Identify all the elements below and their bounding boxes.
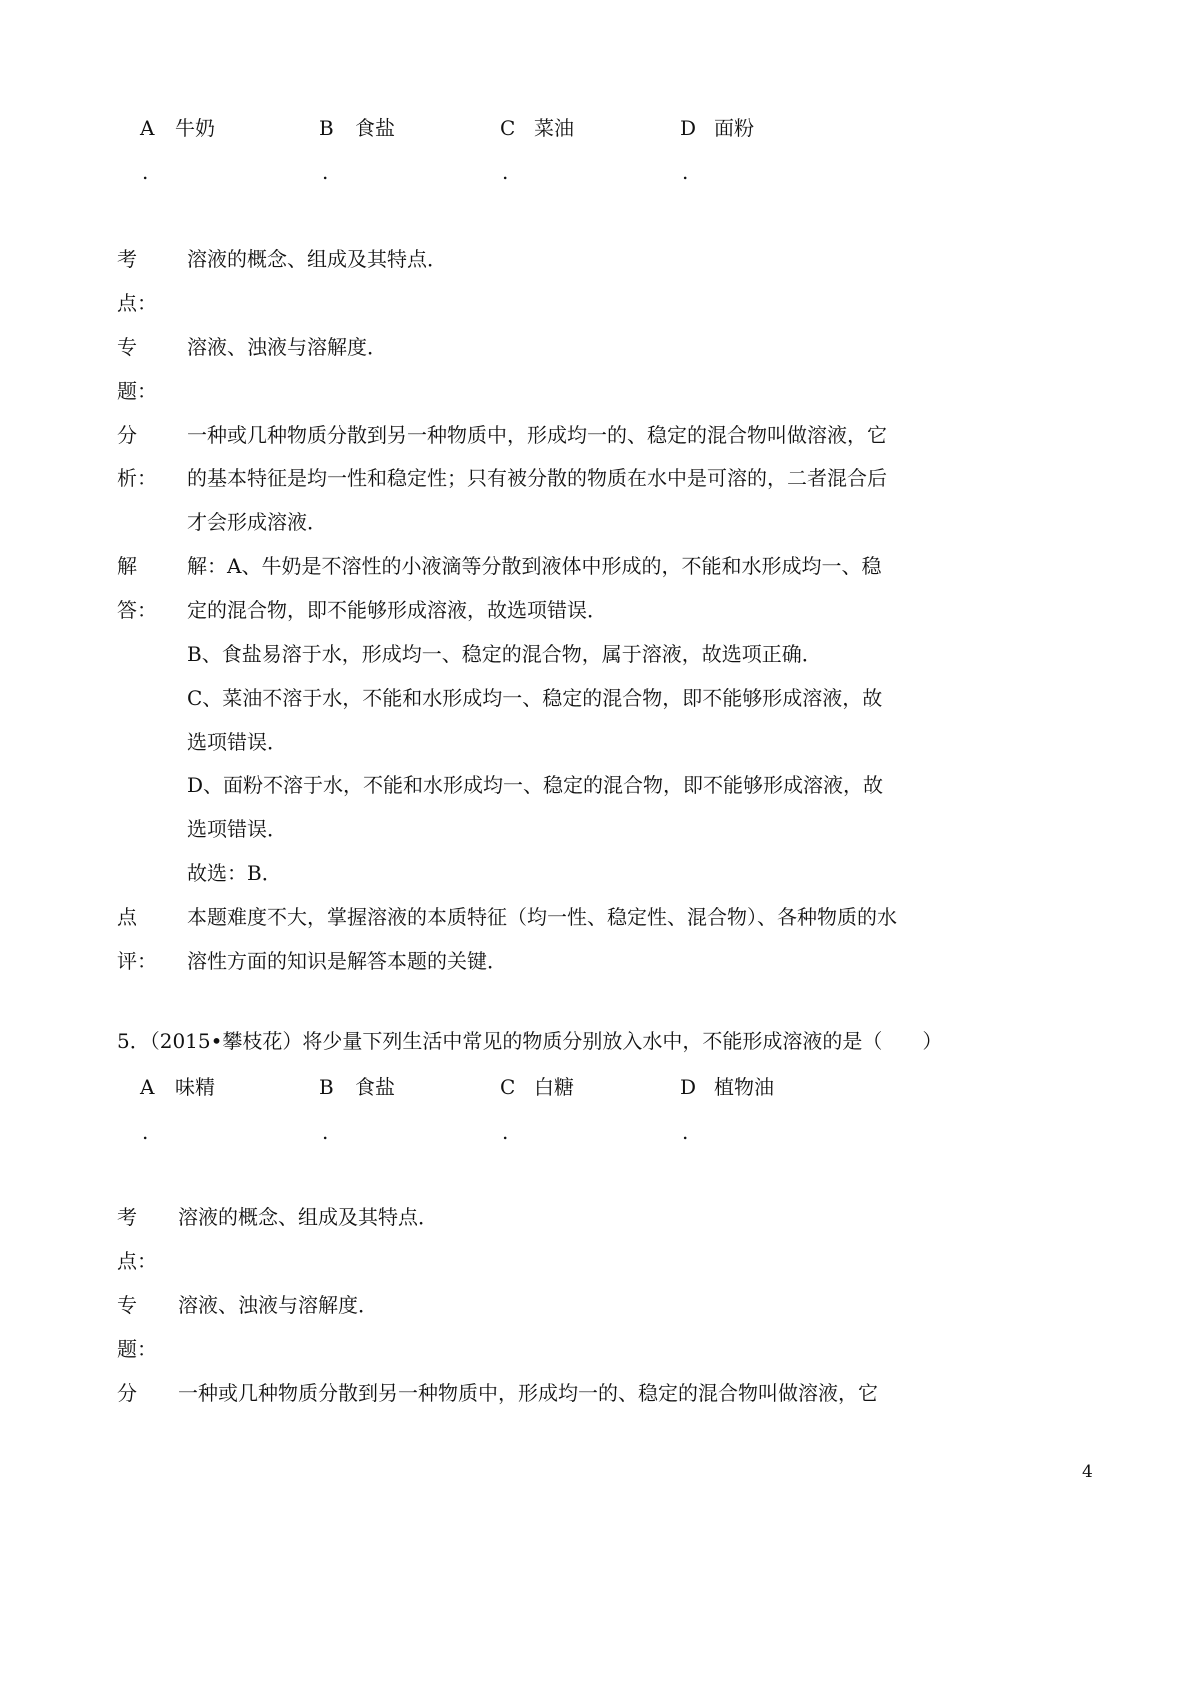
zhuanti-label-2: 题： — [117, 379, 157, 403]
option-d-dot: . — [682, 160, 689, 184]
zhuanti-text: 溶液、浊液与溶解度． — [178, 1293, 378, 1317]
option-b-letter: B — [319, 116, 334, 140]
kaodian-text: 溶液的概念、组成及其特点． — [187, 247, 447, 271]
option-b-dot: . — [322, 160, 329, 184]
fenxi-line: 一种或几种物质分散到另一种物质中，形成均一的、稳定的混合物叫做溶液，它 — [178, 1381, 878, 1405]
q5-question: 5．（2015•攀枝花）将少量下列生活中常见的物质分别放入水中，不能形成溶液的是（ ） — [117, 1029, 943, 1053]
option-b-dot: . — [322, 1120, 329, 1144]
option-a-dot: . — [142, 1120, 149, 1144]
option-b-text: 食盐 — [355, 1075, 395, 1099]
fenxi-label-1: 分 — [117, 1381, 137, 1405]
option-a-dot: . — [142, 160, 149, 184]
fenxi-line: 的基本特征是均一性和稳定性；只有被分散的物质在水中是可溶的，二者混合后 — [187, 466, 887, 490]
option-c-dot: . — [502, 160, 509, 184]
page-number: 4 — [1082, 1462, 1093, 1482]
option-c-letter: C — [500, 116, 516, 140]
dianping-line: 本题难度不大，掌握溶液的本质特征（均一性、稳定性、混合物）、各种物质的水 — [187, 905, 897, 929]
option-a-letter: A — [140, 1075, 155, 1099]
option-b-text: 食盐 — [355, 116, 395, 140]
zhuanti-label-2: 题： — [117, 1337, 157, 1361]
option-d-letter: D — [680, 116, 697, 140]
option-c-letter: C — [500, 1075, 516, 1099]
kaodian-label-2: 点： — [117, 1249, 157, 1273]
option-d-letter: D — [680, 1075, 697, 1099]
option-a-text: 牛奶 — [175, 116, 215, 140]
fenxi-line: 一种或几种物质分散到另一种物质中，形成均一的、稳定的混合物叫做溶液，它 — [187, 423, 887, 447]
jieda-line: 选项错误． — [187, 817, 287, 841]
kaodian-label-1: 考 — [117, 247, 137, 271]
jieda-line: D、面粉不溶于水，不能和水形成均一、稳定的混合物，即不能够形成溶液，故 — [187, 773, 884, 797]
jieda-line: C、菜油不溶于水，不能和水形成均一、稳定的混合物，即不能够形成溶液，故 — [187, 686, 883, 710]
jieda-line: B、食盐易溶于水，形成均一、稳定的混合物，属于溶液，故选项正确． — [187, 642, 822, 666]
jieda-label-1: 解 — [117, 554, 137, 578]
kaodian-label-1: 考 — [117, 1205, 137, 1229]
jieda-line: 故选：B． — [187, 861, 282, 885]
fenxi-line: 才会形成溶液． — [187, 510, 327, 534]
option-a-letter: A — [140, 116, 155, 140]
kaodian-text: 溶液的概念、组成及其特点． — [178, 1205, 438, 1229]
jieda-line: 选项错误． — [187, 730, 287, 754]
dianping-label-2: 评： — [117, 949, 157, 973]
dianping-label-1: 点 — [117, 905, 137, 929]
zhuanti-text: 溶液、浊液与溶解度． — [187, 335, 387, 359]
kaodian-label-2: 点： — [117, 291, 157, 315]
option-d-text: 面粉 — [714, 116, 754, 140]
zhuanti-label-1: 专 — [117, 335, 137, 359]
zhuanti-label-1: 专 — [117, 1293, 137, 1317]
option-c-text: 白糖 — [534, 1075, 574, 1099]
fenxi-label-1: 分 — [117, 423, 137, 447]
option-b-letter: B — [319, 1075, 334, 1099]
jieda-line: 定的混合物，即不能够形成溶液，故选项错误． — [187, 598, 607, 622]
jieda-label-2: 答： — [117, 598, 157, 622]
fenxi-label-2: 析： — [117, 466, 157, 490]
option-a-text: 味精 — [175, 1075, 215, 1099]
jieda-line: 解：A、牛奶是不溶性的小液滴等分散到液体中形成的，不能和水形成均一、稳 — [187, 554, 882, 578]
option-d-text: 植物油 — [714, 1075, 774, 1099]
option-c-dot: . — [502, 1120, 509, 1144]
option-d-dot: . — [682, 1120, 689, 1144]
option-c-text: 菜油 — [534, 116, 574, 140]
dianping-line: 溶性方面的知识是解答本题的关键． — [187, 949, 507, 973]
